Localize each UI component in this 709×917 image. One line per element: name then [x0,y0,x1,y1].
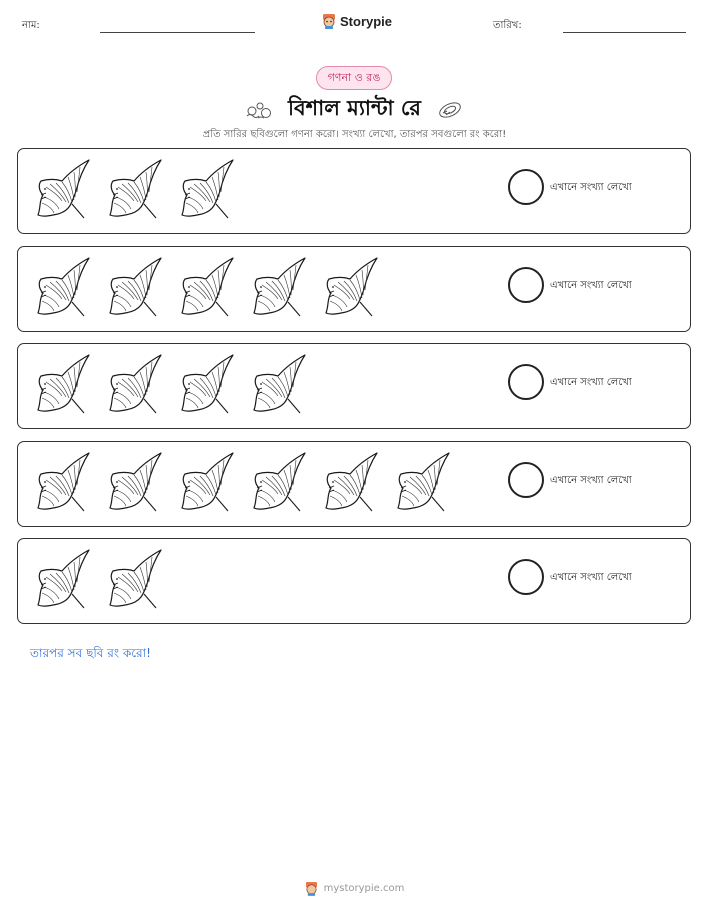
counting-row [17,538,691,624]
manta-ray-icon [248,254,308,320]
answer-circle[interactable] [508,169,544,205]
site-url[interactable]: mystorypie.com [323,883,405,894]
page-title: বিশাল ম্যান্টা রে [287,96,421,120]
date-label: তারিখ: [493,20,522,31]
name-label: নাম: [22,20,40,31]
category-badge: গণনা ও রঙ [316,66,392,90]
bubbles-doodle-icon [244,99,274,121]
shell-doodle-icon [435,99,465,121]
manta-ray-icon [104,156,164,222]
manta-ray-icon [320,254,380,320]
answer-label: এখানে সংখ্যা লেখো [550,475,632,486]
title-row [0,92,709,127]
brand-logo [322,13,392,29]
manta-ray-icon [248,449,308,515]
manta-ray-icon [32,254,92,320]
storypie-logo-icon [305,881,318,896]
storypie-logo-icon [322,13,336,29]
manta-ray-icon [248,351,308,417]
counting-row [17,343,691,429]
manta-ray-icon [32,351,92,417]
name-line[interactable] [100,32,255,33]
manta-ray-icon [32,546,92,612]
footer-note: তারপর সব ছবি রং করো! [30,646,151,660]
brand-name: Storypie [340,13,393,29]
manta-group [32,156,236,222]
manta-ray-icon [176,156,236,222]
answer-circle[interactable] [508,364,544,400]
manta-group [32,449,452,515]
manta-group [32,254,380,320]
instructions: প্রতি সারির ছবিগুলো গণনা করো। সংখ্যা লেখো, তারপর সবগুলো রং করো! [202,129,507,140]
manta-ray-icon [104,449,164,515]
answer-label: এখানে সংখ্যা লেখো [550,182,632,193]
manta-group [32,351,308,417]
site-footer [0,881,709,896]
manta-ray-icon [320,449,380,515]
answer-circle[interactable] [508,462,544,498]
answer-circle[interactable] [508,559,544,595]
counting-row [17,246,691,332]
manta-ray-icon [176,254,236,320]
manta-ray-icon [104,351,164,417]
date-line[interactable] [563,32,686,33]
manta-ray-icon [32,449,92,515]
manta-ray-icon [176,449,236,515]
answer-label: এখানে সংখ্যা লেখো [550,280,632,291]
manta-ray-icon [176,351,236,417]
answer-label: এখানে সংখ্যা লেখো [550,377,632,388]
counting-row [17,441,691,527]
answer-circle[interactable] [508,267,544,303]
manta-ray-icon [104,546,164,612]
manta-ray-icon [32,156,92,222]
manta-group [32,546,164,612]
counting-row [17,148,691,234]
answer-label: এখানে সংখ্যা লেখো [550,572,632,583]
manta-ray-icon [392,449,452,515]
manta-ray-icon [104,254,164,320]
